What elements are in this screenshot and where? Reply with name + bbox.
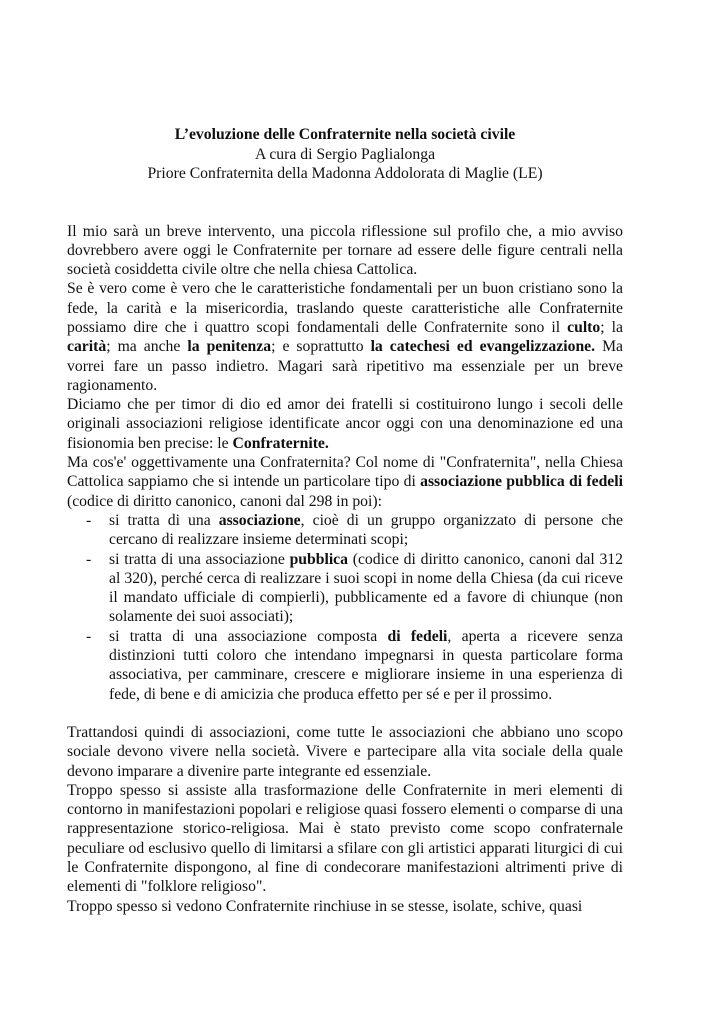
paragraph-purposes — [67, 279, 623, 395]
bold-term: associazione — [218, 511, 301, 529]
document-title: L’evoluzione delle Confraternite nella società civile — [174, 126, 516, 143]
document-page — [67, 125, 623, 916]
text-run: si tratta di una — [109, 511, 219, 529]
paragraph-isolation: Troppo spesso si vedono Confraternite rinchiuse in se stesse, isolate, schive, quasi — [67, 897, 583, 915]
bold-term: di fedeli — [387, 627, 448, 645]
bold-associazione-pubblica: associazione pubblica di fedeli — [420, 473, 623, 491]
bold-confraternite: Confraternite. — [232, 434, 329, 452]
text-run: ; ma anche — [106, 338, 188, 356]
text-run: Diciamo che per timor di dio ed amor dei fratelli si costituirono lungo i secoli delle originali associazioni religiose identificate ancor oggi con una denominazione ed una fisionomia ben precise: le — [67, 396, 623, 452]
dash-marker: - — [86, 550, 92, 568]
definition-list — [67, 511, 623, 704]
text-run: , cioè di un gruppo organizzato di persone che cercano di realizzare insieme determinati scopi; — [109, 511, 623, 549]
bold-penitenza: la penitenza — [187, 338, 272, 356]
dash-marker: - — [86, 511, 92, 529]
paragraph-definition — [67, 453, 623, 511]
text-run: Ma vorrei fare un passo indietro. Magari sarà ripetitivo ma essenziale per un breve ragionamento. — [67, 338, 623, 394]
document-header — [67, 125, 623, 184]
bold-carita: carità — [67, 338, 107, 356]
text-run: ; la — [600, 318, 623, 336]
paragraph-intro: Il mio sarà un breve intervento, una piccola riflessione sul profilo che, a mio avviso dovrebbero avere oggi le Confraternite per tornare ad essere delle figure centrali nella società cosiddetta civile oltre che nella chiesa Cattolica. — [67, 222, 623, 279]
list-item — [67, 550, 623, 627]
text-run: Se è vero come è vero che le caratteristiche fondamentali per un buon cristiano sono la fede, la carità e la misericordia, traslando queste caratteristiche alle Confraternite possiamo dire che i quattro scopi fondamentali delle Confraternite sono il — [67, 280, 623, 336]
paragraph-society: Trattandosi quindi di associazioni, come tutte le associazioni che abbiano uno scopo sociale devono vivere nella società. Vivere e partecipare alla vita sociale della quale devono imparare a divenire parte integrante ed essenziale. — [67, 723, 623, 780]
paragraph-history — [67, 395, 623, 453]
bold-catechesi: la catechesi ed evangelizzazione. — [370, 338, 596, 356]
paragraph-spacer — [67, 704, 623, 723]
dash-marker: - — [86, 627, 92, 645]
bold-culto: culto — [567, 318, 601, 336]
text-run: si tratta di una associazione — [109, 550, 290, 568]
bold-term: pubblica — [289, 550, 348, 568]
text-run: , aperta a ricevere senza distinzioni tutti coloro che intendano impegnarsi in questa particolare forma associativa, per camminare, crescere e migliorare insieme in una esperienza di fede, di bene e di amicizia che produca effetto per sé e per il prossimo. — [109, 627, 623, 703]
curator-line: A cura di Sergio Paglialonga — [254, 145, 436, 163]
text-run: Ma cos'e' oggettivamente una Confraternita? Col nome di "Confraternita", nella Chiesa Cattolica sappiamo che si intende un particolare tipo di — [67, 454, 623, 491]
list-item — [67, 511, 623, 550]
list-item — [67, 627, 623, 704]
author-role-line: Priore Confraternita della Madonna Addolorata di Maglie (LE) — [147, 165, 543, 182]
text-run: (codice di diritto canonico, canoni dal 298 in poi): — [67, 492, 382, 510]
paragraph-transformation: Troppo spesso si assiste alla trasformazione delle Confraternite in meri elementi di contorno in manifestazioni popolari e religiose quasi fossero elementi o comparse di una rappresentazione storico-religiosa. Mai è stato previsto come scopo confraternale peculiare od esclusivo quello di limitarsi a sfilare con gli artistici apparati liturgici di cui le Confraternite dispongono, al fine di condecorare manifestazioni altrimenti prive di elementi di "folklore religioso". — [67, 781, 623, 896]
text-run: ; e soprattutto — [271, 338, 371, 356]
text-run: (codice di diritto canonico, canoni dal 312 al 320), perché cerca di realizzare i suoi scopi in nome della Chiesa (da cui riceve il mandato ufficiale di compierli), pubblicamente ed a favore di chiunque (non solamente dei suoi associati); — [109, 550, 623, 626]
text-run: si tratta di una associazione composta — [109, 627, 388, 645]
